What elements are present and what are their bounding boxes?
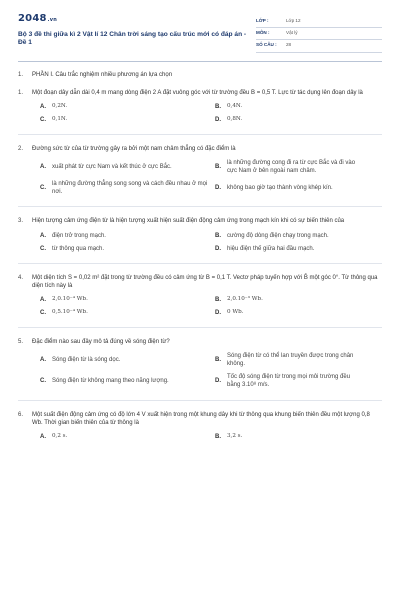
option-letter: D. [215, 245, 221, 252]
meta-value: Vật lý [286, 30, 298, 36]
option-letter: A. [40, 103, 46, 110]
question-separator [18, 263, 382, 264]
option-a[interactable] [40, 433, 215, 441]
header [18, 12, 382, 53]
option-letter: D. [215, 185, 221, 192]
option-text: 0,8N. [227, 116, 243, 123]
question-number: 3. [18, 218, 24, 225]
options [40, 352, 382, 389]
option-letter: B. [215, 164, 221, 171]
option-text: 2,0.10⁻³ Wb. [227, 296, 263, 303]
option-c[interactable] [40, 309, 215, 317]
option-letter: C. [40, 116, 46, 123]
option-letter: B. [215, 296, 221, 303]
option-text: 0,2 s. [52, 432, 68, 439]
option-letter: B. [215, 103, 221, 110]
option-text: điện trở trong mạch. [52, 232, 106, 239]
question-separator [18, 327, 382, 328]
option-c[interactable] [40, 180, 215, 196]
question-head [18, 217, 382, 225]
option-b[interactable] [215, 232, 365, 240]
part-heading [18, 71, 382, 79]
option-text: không bao giờ tạo thành vòng khép kín. [227, 185, 333, 192]
option-c[interactable] [40, 373, 215, 389]
meta-value: 28 [286, 42, 292, 48]
question-head [18, 338, 382, 346]
question-6 [18, 411, 382, 441]
option-letter: C. [40, 245, 46, 252]
option-text: 2,0.10⁻⁴ Wb. [52, 296, 88, 303]
option-letter: A. [40, 296, 46, 303]
question-separator [18, 206, 382, 207]
question-number: 1. [18, 89, 24, 96]
meta-value: Lớp 12 [286, 18, 301, 23]
question-number: 4. [18, 274, 24, 281]
option-letter: A. [40, 433, 46, 440]
option-text: là những đường thẳng song song và cách đều nhau ở mọi nơi. [52, 181, 208, 196]
option-b[interactable] [215, 352, 365, 368]
option-text: 0 Wb. [227, 309, 244, 316]
option-letter: D. [215, 309, 221, 316]
option-b[interactable] [215, 159, 365, 175]
meta-row-class [256, 16, 382, 28]
question-text: Hiện tượng cảm ứng điện từ là hiện tượng xuất hiện suất điện động cảm ứng trong mạch kín khi có sự biến thiên của [32, 218, 345, 225]
option-letter: A. [40, 357, 46, 364]
question-3 [18, 217, 382, 252]
option-text: 3,2 s. [227, 432, 243, 439]
option-d[interactable] [215, 180, 365, 196]
meta-label: MÔN : [256, 30, 270, 36]
option-d[interactable] [215, 373, 365, 389]
brand-suffix: .vn [47, 17, 57, 23]
question-separator [18, 400, 382, 401]
part-title: PHẦN I. Câu trắc nghiệm nhiều phương án lựa chọn [32, 71, 173, 78]
option-text: cường độ dòng điện chạy trong mạch. [227, 232, 329, 239]
option-letter: C. [40, 378, 46, 385]
question-2 [18, 145, 382, 196]
options [40, 296, 382, 317]
question-head [18, 411, 382, 427]
option-letter: C. [40, 309, 46, 316]
option-text: từ thông qua mạch. [52, 245, 105, 252]
option-a[interactable] [40, 103, 215, 111]
option-letter: B. [215, 357, 221, 364]
option-text: là những đường cong đi ra từ cực Bắc và đi vào cực Nam ở bên ngoài nam châm. [227, 160, 356, 175]
meta-row-count [256, 40, 382, 52]
question-text: Đặc điểm nào sau đây mô tả đúng về sóng điện từ? [32, 339, 170, 346]
option-letter: D. [215, 378, 221, 385]
brand-name: 2048 [18, 13, 47, 24]
option-d[interactable] [215, 116, 365, 124]
question-text: Một suất điện động cảm ứng có độ lớn 4 V xuất hiện trong một khung dây khi từ thông qua khung biến thiên đều một lượng 0,8 Wb. Thời gian biến thiên của từ thông là [32, 411, 370, 426]
option-letter: D. [215, 116, 221, 123]
meta-label: SỐ CÂU : [256, 42, 277, 48]
meta-box [256, 16, 382, 53]
option-d[interactable] [215, 309, 365, 317]
option-letter: C. [40, 185, 46, 192]
options [40, 232, 382, 253]
option-text: hiệu điện thế giữa hai đầu mạch. [227, 245, 315, 252]
question-separator [18, 134, 382, 135]
question-number: 5. [18, 339, 24, 346]
option-letter: B. [215, 433, 221, 440]
question-number: 6. [18, 411, 24, 418]
question-5 [18, 338, 382, 389]
document-title: Bộ 3 đề thi giữa kì 2 Vật lí 12 Chân trời sáng tạo cấu trúc mới có đáp án - Đề 1 [18, 30, 247, 47]
brand-logo[interactable] [18, 12, 256, 26]
question-head [18, 89, 382, 97]
question-text: Một đoạn dây dẫn dài 0,4 m mang dòng điện 2 A đặt vuông góc với từ trường đều B = 0,5 T. Lực từ tác dụng lên đoạn dây là [32, 89, 363, 96]
meta-label: LỚP : [256, 18, 269, 23]
options [40, 103, 382, 124]
option-text: Sóng điện từ là sóng dọc. [52, 357, 121, 364]
question-text: Một diện tích S = 0,02 m² đặt trong từ trường đều có cảm ứng từ B = 0,1 T. Vectơ pháp tuyến hợp với B̄ một góc 0°. Từ thông qua diện tích này là [32, 274, 378, 289]
part-number: 1. [18, 71, 24, 78]
option-c[interactable] [40, 245, 215, 253]
meta-row-subject [256, 28, 382, 40]
header-left [18, 12, 256, 48]
option-a[interactable] [40, 296, 215, 304]
option-b[interactable] [215, 103, 365, 111]
option-letter: A. [40, 232, 46, 239]
options [40, 433, 382, 441]
option-c[interactable] [40, 116, 215, 124]
option-a[interactable] [40, 159, 215, 175]
question-4 [18, 274, 382, 317]
question-head [18, 274, 382, 290]
options [40, 159, 382, 196]
option-b[interactable] [215, 296, 365, 304]
option-letter: B. [215, 232, 221, 239]
question-text: Đường sức từ của từ trường gây ra bởi một nam châm thẳng có đặc điểm là [32, 145, 236, 152]
option-text: xuất phát từ cực Nam và kết thúc ở cực Bắc. [52, 164, 172, 171]
question-number: 2. [18, 145, 24, 152]
option-letter: A. [40, 164, 46, 171]
question-head [18, 145, 382, 153]
question-1 [18, 89, 382, 124]
option-a[interactable] [40, 232, 215, 240]
option-text: 0,4N. [227, 103, 243, 110]
header-divider [18, 61, 382, 62]
option-text: Tốc độ sóng điện từ trong mọi môi trường đều bằng 3.10⁸ m/s. [227, 374, 351, 389]
option-a[interactable] [40, 352, 215, 368]
option-text: 0,5.10⁻⁴ Wb. [52, 309, 88, 316]
option-text: 0,2N. [52, 103, 68, 110]
option-text: Sóng điện từ có thể lan truyền được trong chân không. [227, 353, 354, 368]
option-b[interactable] [215, 433, 365, 441]
option-text: Sóng điện từ không mang theo năng lượng. [52, 378, 169, 385]
option-d[interactable] [215, 245, 365, 253]
option-text: 0,1N. [52, 116, 68, 123]
